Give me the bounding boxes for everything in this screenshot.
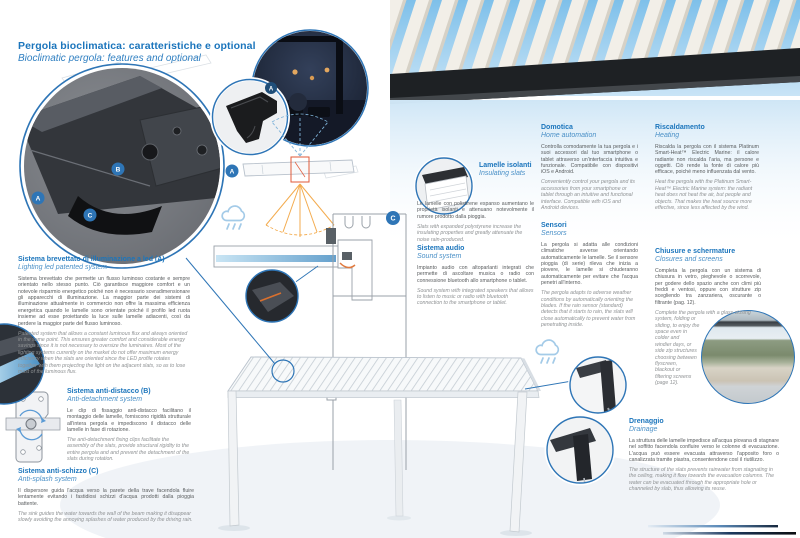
section-title-en: Home automation — [541, 132, 597, 140]
section-body-en: The structure of the slats prevents rainwater from stagnating in the ceiling, making it flow towards the evacuation columns. The water can be evacuated through the appropriate hole or channeled by slab, thus allowing its reuse. — [629, 466, 775, 493]
section-closures — [655, 248, 761, 406]
section-body-it: Le clip di fissaggio anti-distacco facilitano il montaggio delle lamelle, forniscono rigidità strutturale all'intera pergola e impediscono il distacco delle lamelle in fase di rotazione. — [67, 407, 191, 434]
section-body-it: La pergola si adatta alle condizioni climatiche avverse orientando automaticamente le lamelle. Se il sensore pioggia (di serie) rileva che inizia a piovere, le lamelle si chiuderanno automaticamente per evitare che l'acqua penetri all'interno. — [541, 241, 638, 287]
beam-detail-photo — [18, 64, 236, 270]
section-insulating-title — [479, 162, 537, 182]
section-title-it: Sistema anti-distacco (B) — [67, 388, 151, 395]
section-body-it: Impianto audio con altoparlanti integrati che permette di ascoltare musica o radio con connessione bluetooth allo smartphone o tablet. — [417, 264, 534, 284]
section-title-en: Anti-splash system — [18, 476, 77, 484]
section-title-it: Sensori — [541, 222, 567, 229]
section-home-automation — [541, 124, 638, 211]
rain-cloud-icon — [536, 340, 558, 363]
badge-c-diagram — [386, 211, 400, 225]
section-body-en: Conveniently control your pergola and its accessories from your smartphone or tablet through an intuitive and functional interface. Compatible with iOS and Android devices. — [541, 179, 636, 211]
section-led-lighting — [18, 256, 190, 375]
closures-garden-photo — [701, 310, 795, 404]
svg-text:A: A — [229, 168, 235, 176]
svg-text:A: A — [268, 86, 274, 93]
section-title-en: Closures and screens — [655, 256, 723, 264]
section-title-it: Chiusure e schermature — [655, 248, 736, 255]
badge-a — [32, 192, 45, 205]
page-title-it: Pergola bioclimatica: caratteristiche e optional — [18, 40, 256, 52]
section-title-it: Sistema audio — [417, 245, 465, 252]
badge-c — [84, 209, 97, 222]
section-title-en: Heating — [655, 132, 680, 140]
svg-text:C: C — [390, 215, 396, 223]
section-body-it: La struttura delle lamelle impedisce all'acqua piovana di stagnare nel soffitto facendola confluire verso le colonne di evacuazione. L'acqua può essere evacuata attraverso l'apposito foro o canalizzata tramite piastra, consentendone così il riutilizzo. — [629, 437, 779, 464]
section-title-en: Drainage — [629, 426, 658, 434]
profile-detail-photo — [210, 77, 290, 157]
section-drainage — [629, 418, 779, 493]
section-title-en: Sound system — [417, 253, 462, 261]
section-body-en: The anti-detachment fixing clips facilitate the assembly of the slats, provide structural rigidity to the entire pergola and and prevent the detachment of the slats during rotation. — [67, 436, 190, 463]
badge-b — [112, 163, 125, 176]
svg-text:A: A — [35, 195, 41, 203]
section-insulating-body — [417, 201, 534, 243]
section-body-it: Le lamelle con polistirene espanso aumentano le proprietà isolanti e attenuano notevolmente il rumore prodotto dalla pioggia. — [417, 201, 534, 220]
section-body-en: Complete the pergola with a glass closing system, folding or sliding, to enjoy the space even in colder and windier days, or side zip structures choosing between flyscreen, blackout or filtering screens (page 12). — [655, 309, 751, 387]
svg-text:C: C — [87, 212, 93, 220]
section-sound-system — [417, 245, 534, 307]
section-body-en: The sink guides the water towards the wall of the beam making it disappear slowly avoiding the annoying splashes of water produced by the driving rain. — [18, 510, 193, 523]
section-body-it: Il dispersore guida l'acqua verso la parete della trave facendola fluire lentamente evitando i fastidiosi schizzi d'acqua prodotti dalla pioggia battente. — [18, 487, 194, 507]
badge-a-diagram — [226, 165, 239, 178]
section-title-it: Sistema brevettato di illuminazione a led (A) — [18, 256, 165, 263]
section-body-it: Completa la pergola con un sistema di chiusura in vetro, pieghevole o scorrevole, per godere dello spazio anche con climi più freddi e ventosi, oppure con strutture zip scegliendo tra zanzariera, oscurante o filtrante (pag. 12). — [655, 267, 761, 306]
section-title-it: Riscaldamento — [655, 124, 705, 131]
section-title-it: Lamelle isolanti — [479, 162, 532, 169]
page-title — [18, 40, 288, 65]
section-body-en: The pergola adapts to adverse weather conditions by automatically orienting the blades. If the rain sensor (standard) detects that it starts to rain, the slats will close automatically to prevent water from penetrating inside. — [541, 290, 636, 329]
section-body-en: Patented system that allows a constant luminous flux and always oriented in the same point. This ensures greater comfort and considerable energy savings since it is not necessary to oversize the luminaires. Most of the lighting systems currently on the market do not offer maximum energy efficiency when the slats are oriented since the LED profile rotates together with them projecting the light on the adjacent slats, so as to lose most of the luminous flux. — [18, 330, 188, 375]
anti-splash-detail-photo — [244, 266, 318, 324]
section-title-en: Anti-detachment system — [67, 396, 143, 404]
section-body-en: Slats with expanded polystyrene increase the insulating properties and greatly attenuate the noise rain-produced. — [417, 223, 523, 243]
section-body-en: Sound system with integrated speakers that allows to listen to music or radio with bluetooth connection to the smartphone or tablet. — [417, 287, 534, 307]
section-sensors — [541, 222, 638, 329]
section-title-it: Drenaggio — [629, 418, 664, 425]
section-title-it: Sistema anti-schizzo (C) — [18, 468, 99, 475]
decorative-bar — [648, 525, 778, 527]
section-title-en: Insulating slats — [479, 170, 526, 178]
section-title-it: Domotica — [541, 124, 573, 131]
section-body-it: Controlla comodamente la tua pergola e i suoi accessori dal tuo smartphone o tablet attraverso un'interfaccia intuitiva e funzionale. Compatibile con dispositivi iOS e Android. — [541, 143, 638, 176]
decorative-bar — [663, 532, 796, 535]
section-title-en: Sensors — [541, 230, 567, 238]
section-anti-detachment — [67, 388, 191, 463]
page-title-en: Bioclimatic pergola: features and optional — [18, 52, 201, 64]
section-body-it: Riscalda la pergola con il sistema Platinum Smart-Heat™ Electric Marine: il calore radiante non riscalda l'aria, ma persone e oggetti. Ciò rende la fonte di calore più efficace, poiché meno influenzata dal vento. — [655, 143, 759, 176]
section-body-it: Sistema brevettato che permette un flusso luminoso costante e sempre orientato nello stesso punto. Ciò garantisce maggiore comfort e un notevole risparmio energetico poiché non è necessario sovradimensionare gli apparecchi di illuminazione. La maggior parte dei sistemi di illuminazione attualmente in commercio non offre la massima efficienza energetica quando le lamelle sono orientate poiché il profilo led ruota insieme ad esse proiettando la luce sulle lamelle adiacenti, così da perdere la maggior parte del flusso luminoso. — [18, 275, 190, 327]
section-anti-splash — [18, 468, 194, 523]
section-title-en: Lighting led patented system — [18, 264, 108, 272]
rain-cloud-icon — [222, 206, 244, 229]
svg-text:B: B — [115, 166, 121, 174]
badge-a-profile — [265, 82, 277, 94]
section-heating — [655, 124, 759, 211]
section-body-en: Heat the pergola with the Platinum Smart-Heat™ Electric Marine system: the radiant heat does not heat the air, but people and objects. That makes the heat source more effective, since less affected by the wind. — [655, 179, 753, 211]
